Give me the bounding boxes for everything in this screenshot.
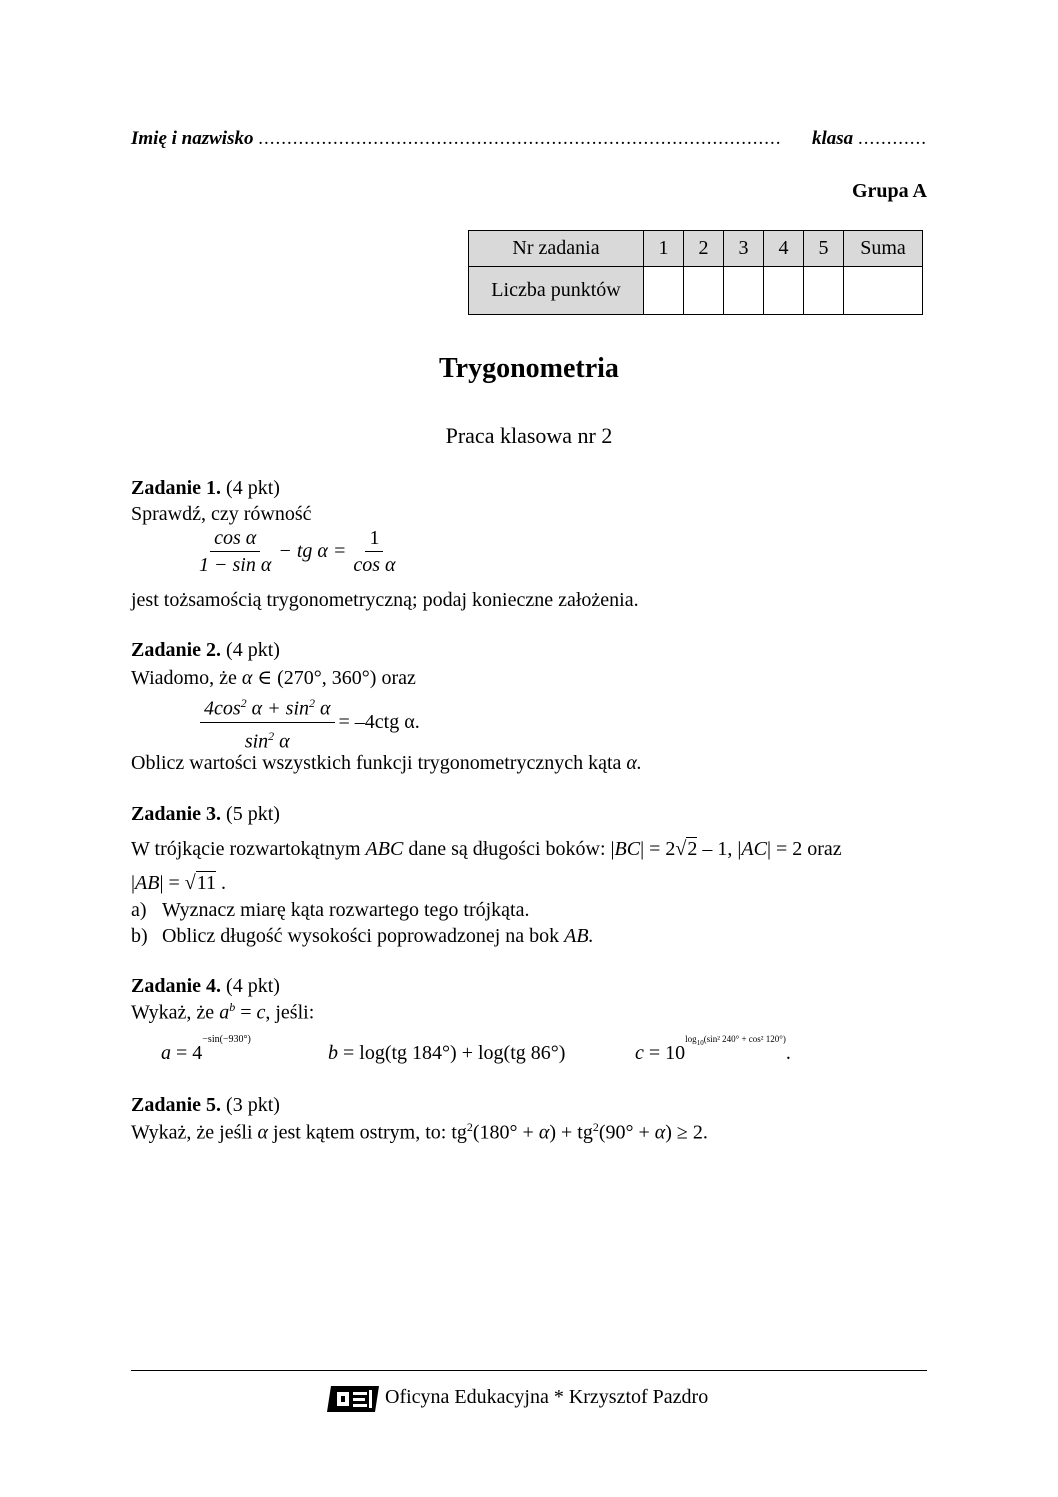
class-dots: ............: [857, 128, 927, 149]
task-5-heading: [131, 1094, 280, 1117]
task-3-heading: [131, 803, 280, 826]
score-cell[interactable]: [684, 267, 724, 315]
score-cell[interactable]: [764, 267, 804, 315]
class-field: [812, 128, 927, 150]
task-1-outro: jest tożsamością trygonometryczną; podaj konieczne założenia.: [131, 589, 639, 611]
fraction-denominator: $\sin^2 \alpha$: [244, 728, 290, 753]
alpha-symbol: α: [241, 667, 253, 689]
task-points: (4 pkt): [226, 639, 280, 661]
name-field: [131, 128, 781, 150]
text: Wiadomo, że: [131, 667, 237, 689]
task-3-item-a: a) Wyznacz miarę kąta rozwartego tego trójkąta.: [131, 899, 530, 921]
task-3-line-1: W trójkącie rozwartokątnym ABC dane są długości boków: |BC| = 2√2 – 1, |AC| = 2 oraz: [131, 838, 842, 860]
fraction: [200, 692, 335, 752]
name-label: Imię i nazwisko: [131, 128, 254, 149]
formula-middle: − tg α =: [278, 540, 347, 562]
task-4-c-def: $c = 10^{log_{10}(sin^2 240^\circ + cos^2 120^\circ)}$.: [635, 1034, 791, 1064]
task-2-outro: [131, 752, 642, 775]
task-5-text: Wykaż, że jeśli α jest kątem ostrym, to: $tg^2(180^\circ + \alpha) + tg^2(90^\circ + \alpha) \ge 2$.: [131, 1120, 708, 1144]
formula-rhs: = –4ctg α.: [338, 710, 420, 733]
publisher-logo-icon: [325, 1384, 381, 1419]
score-table-points-label: Liczba punktów: [469, 267, 644, 315]
score-table: [468, 230, 923, 315]
score-cell-sum[interactable]: [844, 267, 923, 315]
task-heading: Zadanie 2.: [131, 639, 222, 661]
task-3-line-2: |AB| = √11 .: [131, 872, 226, 894]
fraction-denominator: 1 − sin α: [199, 554, 272, 576]
task-points: (4 pkt): [226, 975, 280, 997]
task-2-formula: [200, 692, 420, 752]
task-heading: Zadanie 5.: [131, 1094, 222, 1116]
publisher-name: Oficyna Edukacyjna * Krzysztof Pazdro: [385, 1386, 709, 1408]
score-table-col-1: 1: [644, 231, 684, 267]
task-4-intro: Wykaż, że $a^b = c$, jeśli:: [131, 1000, 315, 1024]
fraction-numerator: $4\cos^2$ $\alpha + \sin^2 \alpha$: [200, 692, 335, 723]
score-table-col-2: 2: [684, 231, 724, 267]
task-points: (3 pkt): [226, 1094, 280, 1116]
task-4-a-def: $a = 4^{-sin(-930^\circ)}$: [161, 1034, 251, 1064]
fraction: [349, 527, 399, 576]
task-1-heading: [131, 477, 280, 500]
score-cell[interactable]: [724, 267, 764, 315]
fraction-numerator: cos α: [210, 527, 260, 552]
task-4-b-def: b = log(tg 184°) + log(tg 86°): [328, 1042, 566, 1064]
task-1-intro: Sprawdź, czy równość: [131, 503, 312, 525]
score-cell[interactable]: [804, 267, 844, 315]
alpha-symbol: α.: [626, 752, 642, 774]
score-table-col-sum: Suma: [844, 231, 923, 267]
text: Oblicz wartości wszystkich funkcji trygonometrycznych kąta: [131, 752, 622, 774]
task-2-intro: [131, 665, 416, 690]
score-table-col-3: 3: [724, 231, 764, 267]
class-label: klasa: [812, 128, 854, 149]
fraction: [195, 527, 275, 576]
task-4-heading: [131, 975, 280, 998]
name-dots: ...........................................................................................: [258, 128, 782, 149]
task-3-item-b: b) Oblicz długość wysokości poprowadzonej na bok AB.: [131, 925, 594, 947]
fraction-denominator: cos α: [353, 554, 396, 576]
score-table-col-5: 5: [804, 231, 844, 267]
task-points: (4 pkt): [226, 477, 280, 499]
task-heading: Zadanie 4.: [131, 975, 222, 997]
footer-divider: [131, 1370, 927, 1371]
page-subtitle: Praca klasowa nr 2: [445, 423, 613, 448]
fraction-numerator: 1: [365, 527, 383, 552]
score-table-header-label: Nr zadania: [469, 231, 644, 267]
task-points: (5 pkt): [226, 803, 280, 825]
group-label: Grupa A: [851, 180, 927, 202]
score-table-col-4: 4: [764, 231, 804, 267]
task-heading: Zadanie 1.: [131, 477, 222, 499]
text: ∈ (270°, 360°) oraz: [257, 667, 416, 689]
score-cell[interactable]: [644, 267, 684, 315]
task-2-heading: [131, 639, 280, 662]
page-title: Trygonometria: [439, 353, 619, 384]
task-heading: Zadanie 3.: [131, 803, 222, 825]
task-1-formula: [195, 527, 400, 576]
